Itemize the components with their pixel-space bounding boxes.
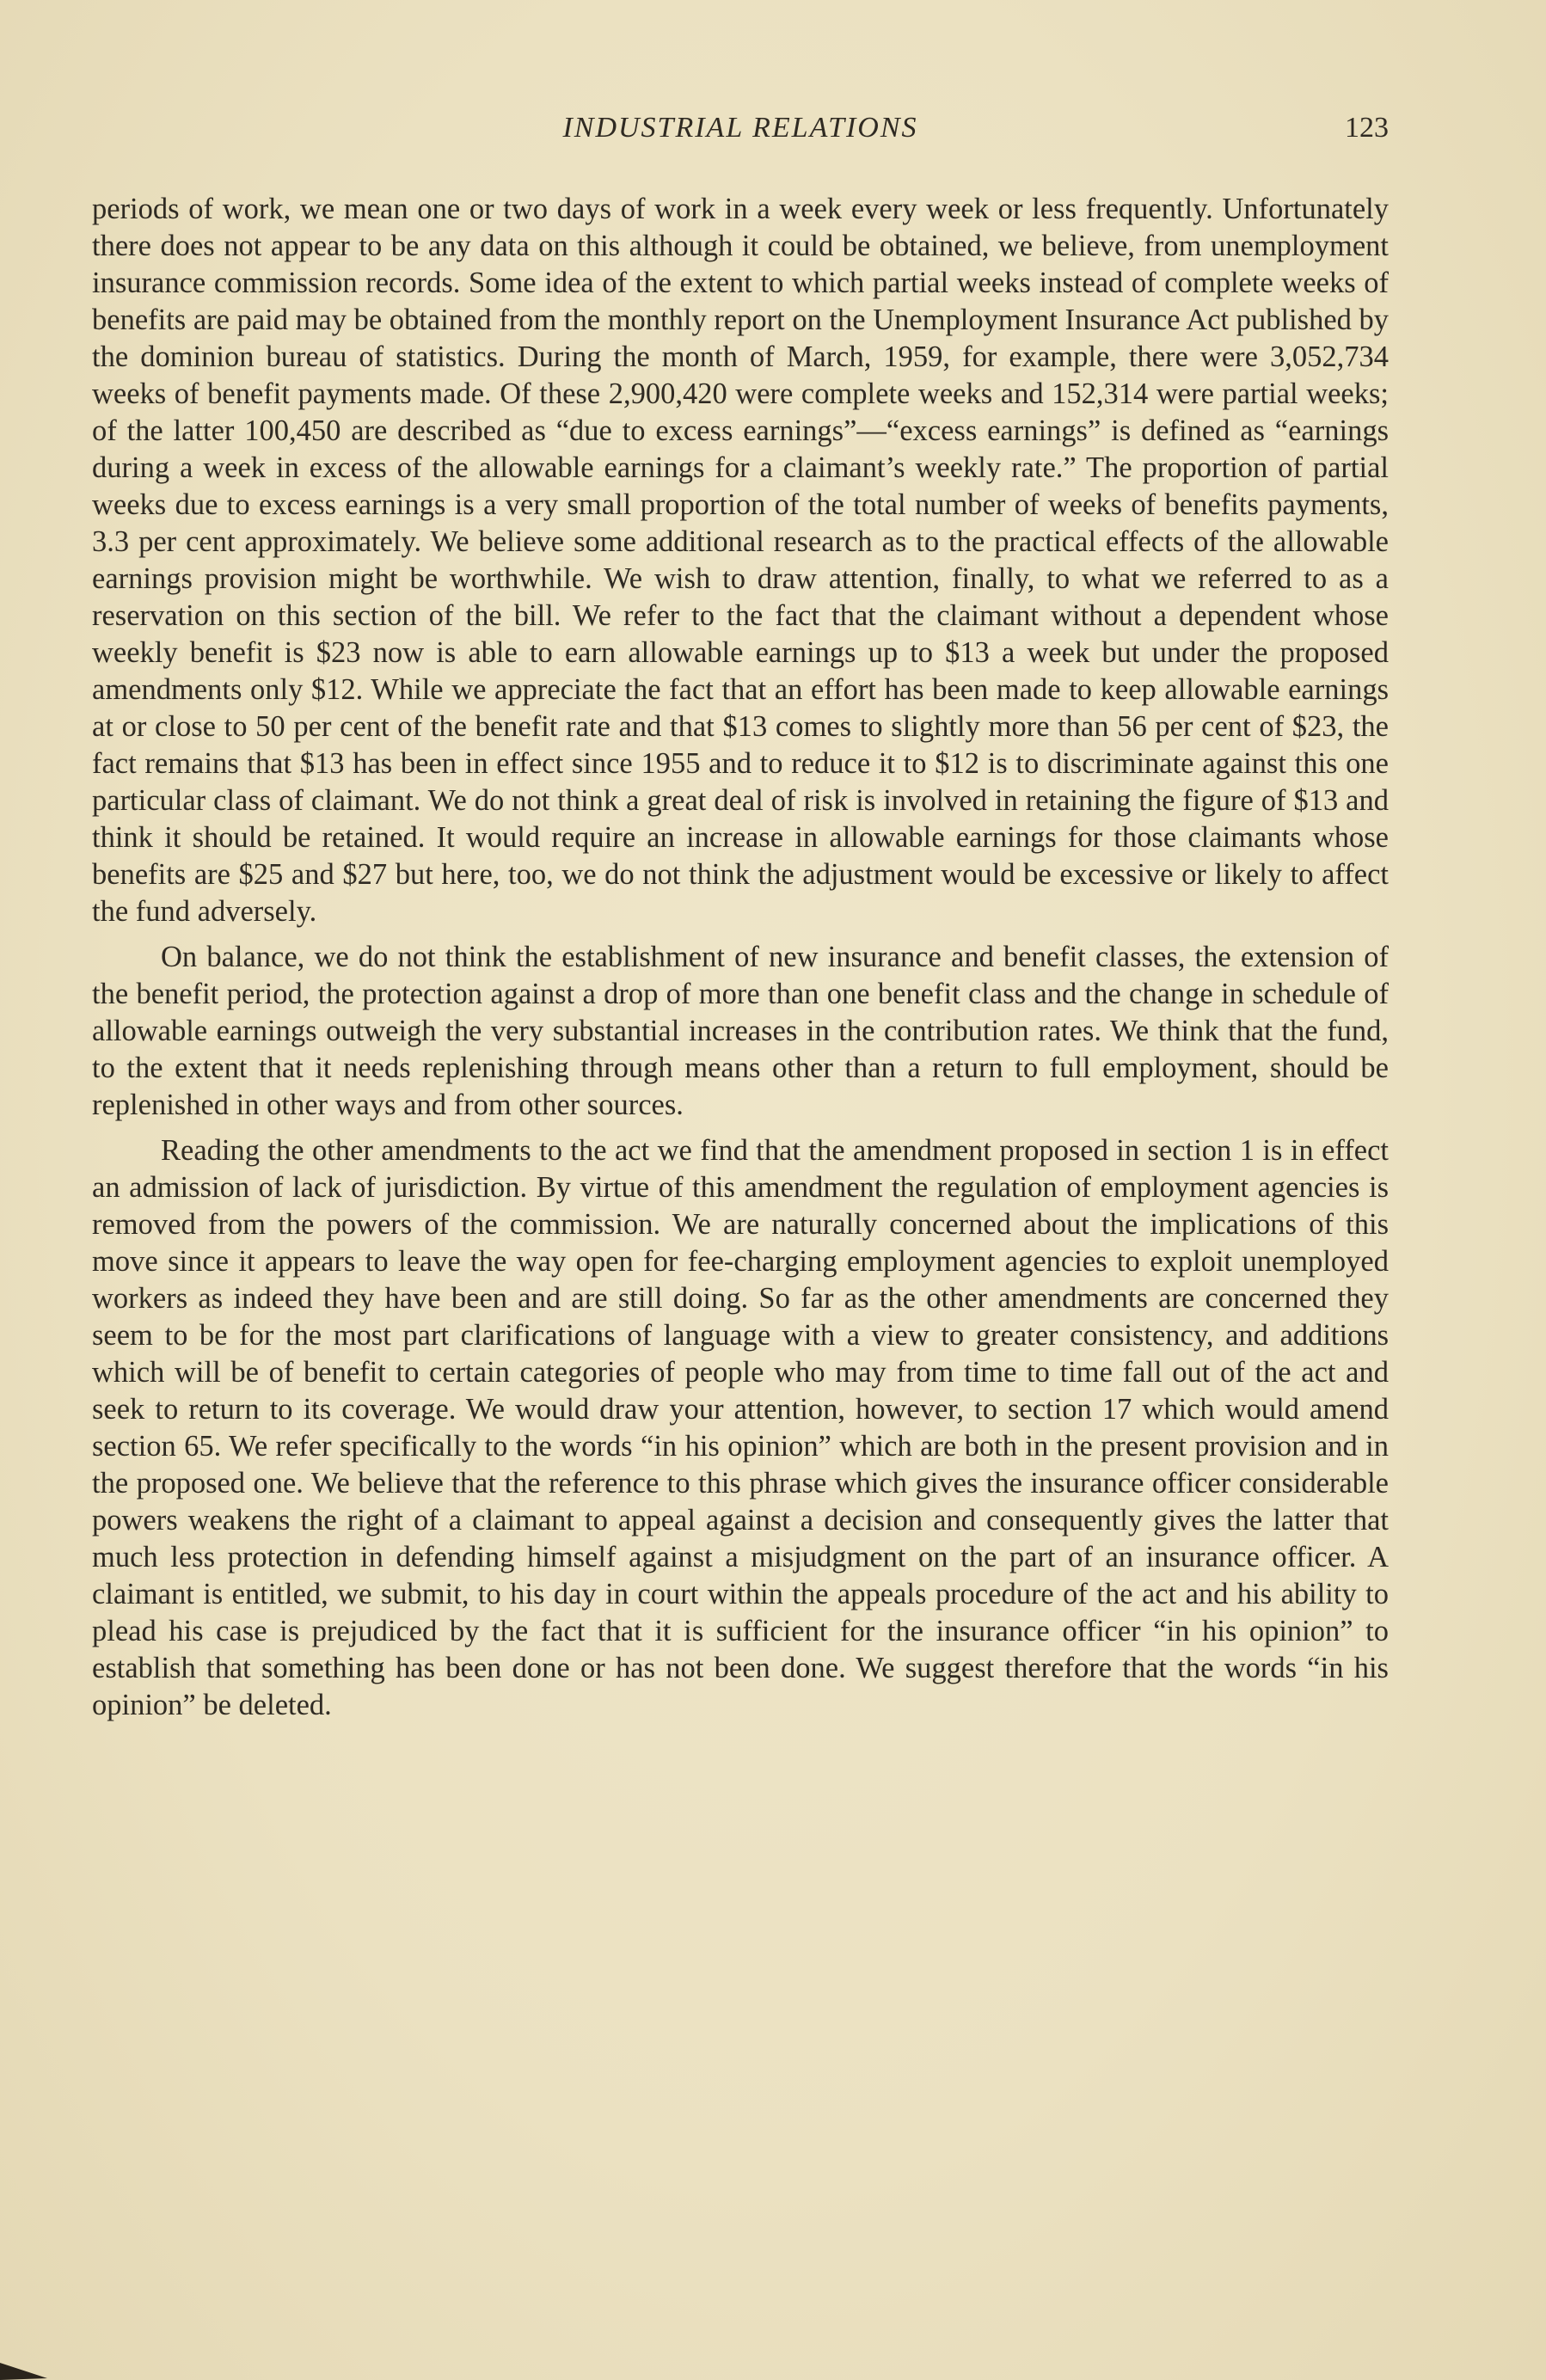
running-head [92,112,1389,155]
paragraph-on-balance: On balance, we do not think the establishment of new insurance and benefit classes, the extension of the benefit period, the protection against a drop of more than one benefit class and the change in schedule of allowable earnings outweigh the very substantial increases in the contribution rates. We think that the fund, to the extent that it needs replenishing through means other than a return to full employment, should be replenished in other ways and from other sources. [92,941,1389,1121]
running-head-title: INDUSTRIAL RELATIONS [562,112,918,144]
page-number: 123 [1345,112,1389,144]
body-text [92,191,1389,1733]
paragraph-other-amendments: Reading the other amendments to the act we find that the amendment proposed in section 1 is in effect an admission of lack of jurisdiction. By virtue of this amendment the regulation of employment agencies is removed from the powers of the commission. We are naturally concerned about the implications of this move since it appears to leave the way open for fee-charging employment agencies to exploit unemployed workers as indeed they have been and are still doing. So far as the other amendments are concerned they seem to be for the most part clarifications of language with a view to greater consistency, and additions which will be of benefit to certain categories of people who may from time to time fall out of the act and seek to return to its coverage. We would draw your attention, however, to section 17 which would amend section 65. We refer specifically to the words “in his opinion” which are both in the present provision and in the proposed one. We believe that the reference to this phrase which gives the insurance officer considerable powers weakens the right of a claimant to appeal against a decision and consequently gives the latter that much less protection in defending himself against a misjudgment on the part of an insurance officer. A claimant is entitled, we submit, to his day in court within the appeals procedure of the act and his ability to plead his case is prejudiced by the fact that it is sufficient for the insurance officer “in his opinion” to establish that something has been done or has not been done. We suggest therefore that the words “in his opinion” be deleted. [92,1134,1389,1721]
paragraph-continuation: periods of work, we mean one or two days of work in a week every week or less frequently. Unfortunately there does not appear to be any data on this although it could be obtained, we believe, from unemployment insurance commission records. Some idea of the extent to which partial weeks instead of complete weeks of benefits are paid may be obtained from the monthly report on the Unemployment Insurance Act published by the dominion bureau of statistics. During the month of March, 1959, for example, there were 3,052,734 weeks of benefit payments made. Of these 2,900,420 were complete weeks and 152,314 were partial weeks; of the latter 100,450 are described as “due to excess earnings”—“excess earnings” is defined as “earnings during a week in excess of the allowable earnings for a claimant’s weekly rate.” The proportion of partial weeks due to excess earnings is a very small proportion of the total number of weeks of benefits payments, 3.3 per cent approximately. We believe some additional research as to the practical effects of the allowable earnings provision might be worthwhile. We wish to draw attention, finally, to what we referred to as a reservation on this section of the bill. We refer to the fact that the claimant without a dependent whose weekly benefit is $23 now is able to earn allowable earnings up to $13 a week but under the proposed amendments only $12. While we appreciate the fact that an effort has been made to keep allowable earnings at or close to 50 per cent of the benefit rate and that $13 comes to slightly more than 56 per cent of $23, the fact remains that $13 has been in effect since 1955 and to reduce it to $12 is to discriminate against this one particular class of claimant. We do not think a great deal of risk is involved in retaining the figure of $13 and think it should be retained. It would require an increase in allowable earnings for those claimants whose benefits are $25 and $27 but here, too, we do not think the adjustment would be excessive or likely to affect the fund adversely. [92,193,1390,928]
page-corner-mark [0,2346,52,2380]
